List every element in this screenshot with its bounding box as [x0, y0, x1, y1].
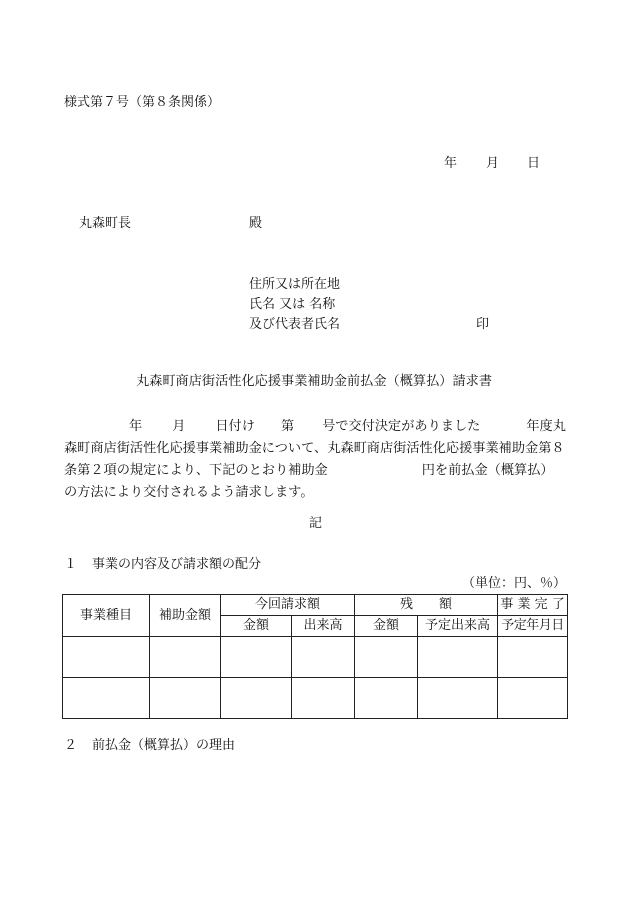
header-current-request: 今回請求額	[221, 595, 355, 616]
body-line-3-end: 円を前払金（概算払）	[421, 463, 554, 478]
subheader-progress: 出来高	[292, 616, 355, 637]
subheader-planned-progress: 予定出来高	[418, 616, 498, 637]
body-line-1	[64, 416, 564, 438]
header-completion: 事 業 完 了	[498, 595, 568, 616]
applicant-name-label: 氏名 又は 名称	[249, 297, 336, 312]
subheader-completion-date: 予定年月日	[498, 616, 568, 637]
body-year: 年	[129, 419, 143, 434]
request-body	[64, 416, 564, 504]
addressee-honorific: 殿	[249, 216, 263, 231]
unit-note: （単位：円、％）	[462, 576, 567, 591]
table-cell[interactable]	[292, 678, 355, 719]
table-cell[interactable]	[150, 637, 221, 678]
table-cell[interactable]	[292, 637, 355, 678]
section-1-label: 事業の内容及び請求額の配分	[92, 557, 262, 572]
table-cell[interactable]	[498, 678, 568, 719]
seal-mark: 印	[476, 317, 490, 332]
applicant-rep-label: 及び代表者氏名	[249, 317, 341, 332]
body-number-label: 第	[280, 419, 295, 434]
section-2-number: ２	[64, 738, 78, 753]
table-header-row	[63, 595, 568, 616]
body-line-2: 森町商店街活性化応援事業補助金について、丸森町商店街活性化応援事業補助金第８	[64, 441, 565, 456]
table-cell[interactable]	[63, 637, 150, 678]
section-1-number: １	[64, 557, 78, 572]
body-month: 月	[172, 419, 186, 434]
table-cell[interactable]	[418, 678, 498, 719]
addressee-name: 丸森町長	[79, 216, 132, 231]
header-project-type: 事業種目	[63, 595, 150, 637]
table-cell[interactable]	[355, 678, 418, 719]
ki-heading: 記	[309, 516, 323, 531]
table-cell[interactable]	[221, 637, 292, 678]
table-cell[interactable]	[221, 678, 292, 719]
table-cell[interactable]	[498, 637, 568, 678]
document-title: 丸森町商店街活性化応援事業補助金前払金（概算払）請求書	[136, 374, 493, 389]
table-row	[63, 637, 568, 678]
header-remaining: 残 額	[355, 595, 498, 616]
body-fiscal-year: 年度丸	[526, 419, 566, 434]
body-line-3	[64, 460, 564, 482]
form-number: 様式第７号（第８条関係）	[64, 95, 221, 110]
table-row	[63, 678, 568, 719]
header-subsidy-amount: 補助金額	[150, 595, 221, 637]
body-decision: 号で交付決定がありました	[322, 419, 481, 434]
subheader-amount: 金額	[221, 616, 292, 637]
table-cell[interactable]	[355, 637, 418, 678]
body-date-label: 日付け	[215, 419, 255, 434]
date-day: 日	[527, 156, 541, 171]
request-allocation-table	[62, 594, 568, 719]
date-month: 月	[486, 156, 500, 171]
table-cell[interactable]	[418, 637, 498, 678]
applicant-address-label: 住所又は所在地	[249, 277, 341, 292]
body-line-4: の方法により交付されるよう請求します。	[64, 485, 314, 500]
body-line-3-start: 条第２項の規定により、下記のとおり補助金	[64, 463, 328, 478]
section-2-label: 前払金（概算払）の理由	[92, 738, 236, 753]
table-cell[interactable]	[150, 678, 221, 719]
subheader-remaining-amount: 金額	[355, 616, 418, 637]
date-year: 年	[444, 156, 458, 171]
table-cell[interactable]	[63, 678, 150, 719]
